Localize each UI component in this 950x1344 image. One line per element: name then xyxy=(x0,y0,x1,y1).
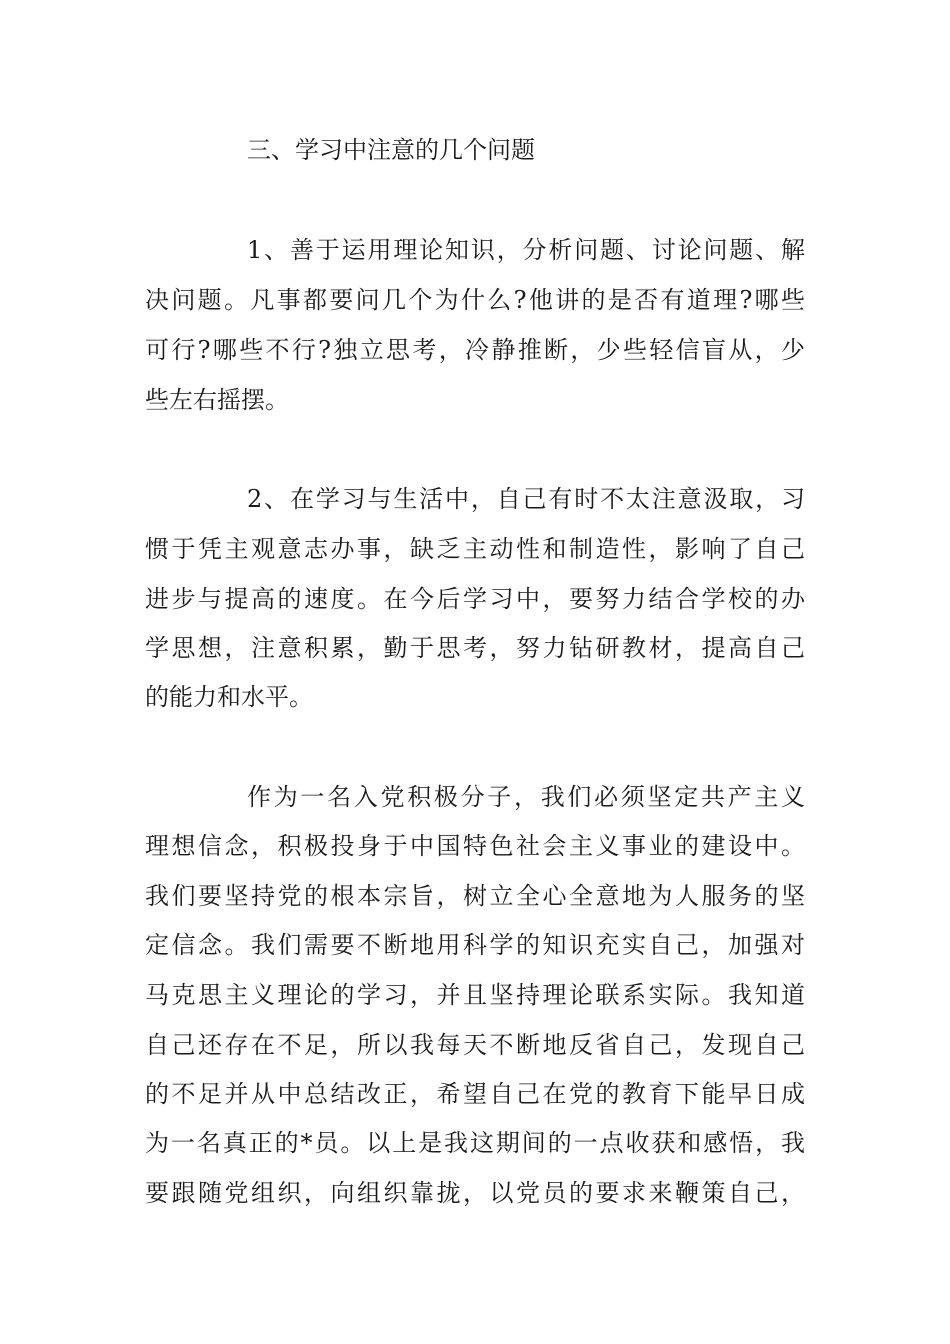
paragraph-3-line-1: 作为一名入党积极分子，我们必须坚定共产主义 xyxy=(247,783,805,811)
paragraph-2-line-2: 惯于凭主观意志办事，缺乏主动性和制造性，影响了自己 xyxy=(145,535,805,563)
paragraph-3-line-8: 为一名真正的*员。以上是我这期间的一点收获和感悟，我 xyxy=(145,1129,805,1157)
paragraph-2-line-4: 学思想，注意积累，勤于思考，努力钻研教材，提高自己 xyxy=(145,634,805,662)
paragraph-3-line-6: 自己还存在不足，所以我每天不断地反省自己，发现自己 xyxy=(145,1031,805,1059)
paragraph-1-line-1: 1、善于运用理论知识，分析问题、讨论问题、解 xyxy=(247,236,805,264)
paragraph-1-line-2: 决问题。凡事都要问几个为什么?他讲的是否有道理?哪些 xyxy=(145,286,805,314)
paragraph-2-line-5: 的能力和水平。 xyxy=(145,683,313,711)
paragraph-3-line-9: 要跟随党组织，向组织靠拢，以党员的要求来鞭策自己， xyxy=(145,1179,805,1207)
paragraph-1-line-4: 些左右摇摆。 xyxy=(145,386,289,414)
paragraph-2-line-3: 进步与提高的速度。在今后学习中，要努力结合学校的办 xyxy=(145,585,805,613)
section-heading: 三、学习中注意的几个问题 xyxy=(247,136,535,164)
paragraph-3-line-5: 马克思主义理论的学习，并且坚持理论联系实际。我知道 xyxy=(145,981,805,1009)
paragraph-3-line-3: 我们要坚持党的根本宗旨，树立全心全意地为人服务的坚 xyxy=(145,882,805,910)
paragraph-3-line-2: 理想信念，积极投身于中国特色社会主义事业的建设中。 xyxy=(145,832,805,860)
paragraph-3-line-4: 定信念。我们需要不断地用科学的知识充实自己，加强对 xyxy=(145,931,805,959)
paragraph-3-line-7: 的不足并从中总结改正，希望自己在党的教育下能早日成 xyxy=(145,1080,805,1108)
paragraph-2-line-1: 2、在学习与生活中，自己有时不太注意汲取，习 xyxy=(247,485,805,513)
paragraph-1-line-3: 可行?哪些不行?独立思考，冷静推断，少些轻信盲从，少 xyxy=(145,336,805,364)
